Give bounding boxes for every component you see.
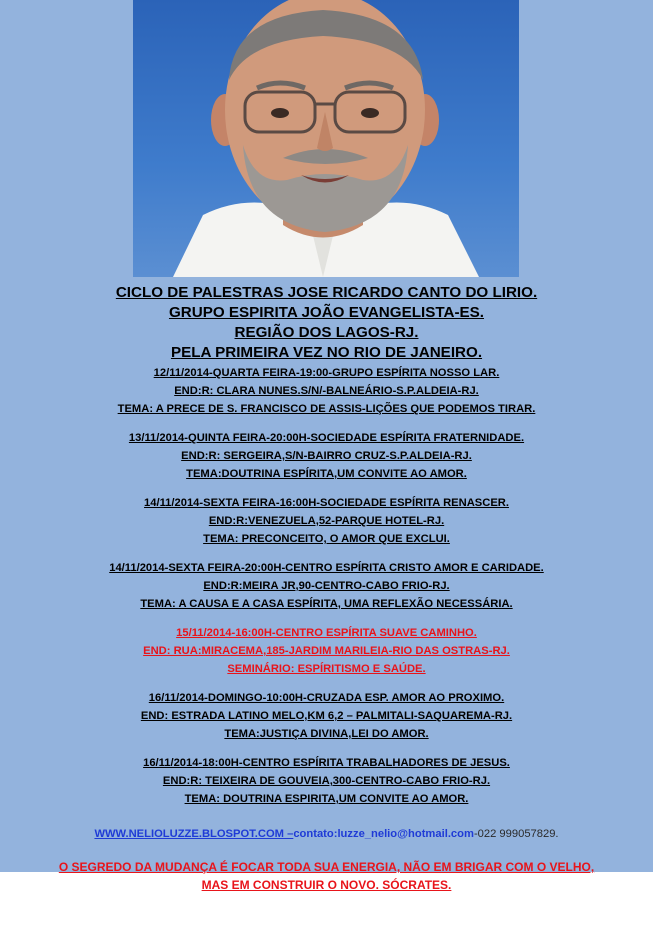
website-link[interactable]: WWW.NELIOLUZZE.BLOSPOT.COM xyxy=(94,828,284,840)
event-theme: TEMA: DOUTRINA ESPIRITA,UM CONVITE AO AMOR. xyxy=(184,793,469,805)
event-address: END:R:MEIRA JR,90-CENTRO-CABO FRIO-RJ. xyxy=(203,580,450,592)
event-block-2 xyxy=(0,429,653,483)
speaker-photo xyxy=(133,0,519,277)
event-address: END: ESTRADA LATINO MELO,KM 6,2 – PALMITALI-SAQUAREMA-RJ. xyxy=(140,710,513,722)
event-date-venue: 16/11/2014-DOMINGO-10:00H-CRUZADA ESP. AMOR AO PROXIMO. xyxy=(148,692,505,704)
event-date-venue: 14/11/2014-SEXTA FEIRA-16:00H-SOCIEDADE ESPÍRITA RENASCER. xyxy=(144,497,509,509)
event-block-3 xyxy=(0,494,653,548)
flyer-text xyxy=(0,283,653,894)
event-theme: TEMA: A CAUSA E A CASA ESPÍRITA, UMA REFLEXÃO NECESSÁRIA. xyxy=(140,598,513,610)
event-theme: TEMA:DOUTRINA ESPÍRITA,UM CONVITE AO AMOR. xyxy=(186,468,467,480)
title-line-3: REGIÃO DOS LAGOS-RJ. xyxy=(234,324,419,341)
event-date-venue: 13/11/2014-QUINTA FEIRA-20:00H-SOCIEDADE ESPÍRITA FRATERNIDADE. xyxy=(128,432,525,444)
email-link[interactable]: contato:luzze_nelio@hotmail.com xyxy=(293,828,474,840)
event-address: END:R: CLARA NUNES.S/N/-BALNEÁRIO-S.P.ALDEIA-RJ. xyxy=(174,385,479,397)
speaker-portrait-image xyxy=(133,0,519,277)
event-date-venue: 16/11/2014-18:00H-CENTRO ESPÍRITA TRABALHADORES DE JESUS. xyxy=(143,757,510,769)
event-address: END:R: TEIXEIRA DE GOUVEIA,300-CENTRO-CABO FRIO-RJ. xyxy=(162,775,491,787)
quote-line-2: MAS EM CONSTRUIR O NOVO. SÓCRATES. xyxy=(201,878,452,892)
event-block-1 xyxy=(0,364,653,418)
event-theme: TEMA: A PRECE DE S. FRANCISCO DE ASSIS-LIÇÕES QUE PODEMOS TIRAR. xyxy=(117,403,536,415)
event-theme: TEMA:JUSTIÇA DIVINA,LEI DO AMOR. xyxy=(224,728,429,740)
event-theme: TEMA: PRECONCEITO, O AMOR QUE EXCLUI. xyxy=(203,533,450,545)
event-address: END:R:VENEZUELA,52-PARQUE HOTEL-RJ. xyxy=(208,515,445,527)
event-block-4 xyxy=(0,559,653,613)
event-address: END:R: SERGEIRA,S/N-BAIRRO CRUZ-S.P.ALDEIA-RJ. xyxy=(181,450,472,462)
title-line-4: PELA PRIMEIRA VEZ NO RIO DE JANEIRO. xyxy=(170,344,483,361)
title-line-1: CICLO DE PALESTRAS JOSE RICARDO CANTO DO LIRIO. xyxy=(115,284,538,301)
event-block-6 xyxy=(0,689,653,743)
event-block-5-highlighted xyxy=(0,624,653,678)
phone-number: -022 999057829. xyxy=(473,828,559,840)
title-line-2: GRUPO ESPIRITA JOÃO EVANGELISTA-ES. xyxy=(168,304,485,321)
event-date-venue: 15/11/2014-16:00H-CENTRO ESPÍRITA SUAVE CAMINHO. xyxy=(176,627,477,639)
socrates-quote xyxy=(0,858,653,894)
event-theme: SEMINÁRIO: ESPÍRITISMO E SAÚDE. xyxy=(227,663,426,675)
event-date-venue: 14/11/2014-SEXTA FEIRA-20:00H-CENTRO ESPÍRITA CRISTO AMOR E CARIDADE. xyxy=(109,562,544,574)
quote-line-1: O SEGREDO DA MUDANÇA É FOCAR TODA SUA ENERGIA, NÃO EM BRIGAR COM O VELHO, xyxy=(58,860,595,874)
contact-line xyxy=(0,825,653,843)
event-block-7 xyxy=(0,754,653,808)
contact-separator: – xyxy=(283,828,294,840)
event-address: END: RUA:MIRACEMA,185-JARDIM MARILEIA-RIO DAS OSTRAS-RJ. xyxy=(143,645,510,657)
event-date-venue: 12/11/2014-QUARTA FEIRA-19:00-GRUPO ESPÍRITA NOSSO LAR. xyxy=(153,367,500,379)
